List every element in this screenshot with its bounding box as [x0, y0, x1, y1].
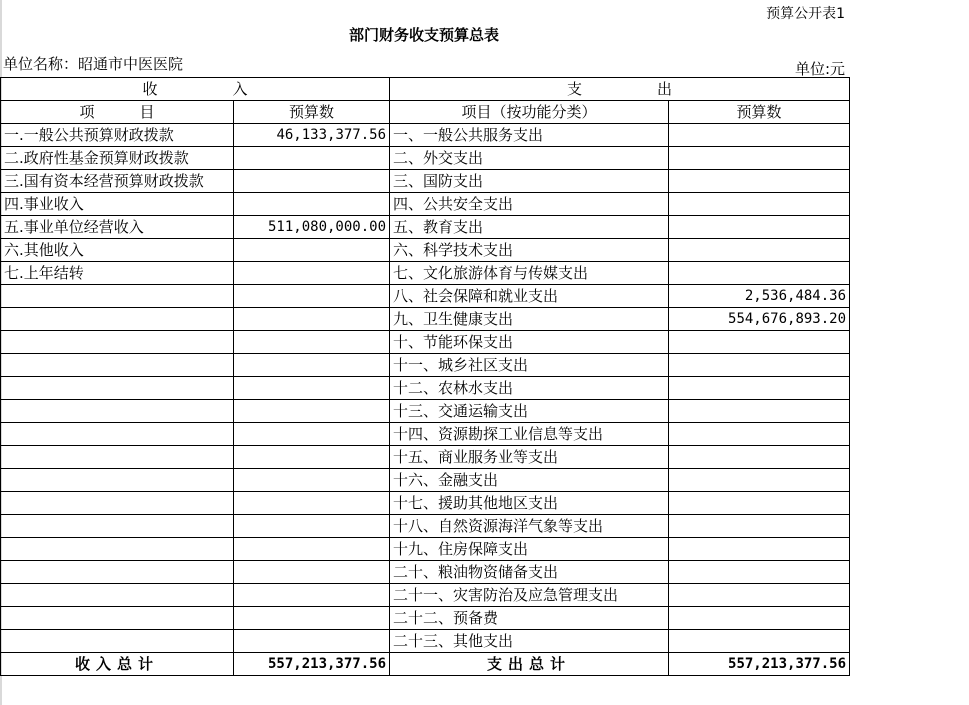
- income-item-cell[interactable]: 七.上年结转: [1, 262, 234, 285]
- income-item-cell[interactable]: [1, 400, 234, 423]
- expense-amount-cell[interactable]: [669, 630, 850, 653]
- income-amount-cell[interactable]: [234, 469, 390, 492]
- expense-amount-cell[interactable]: [669, 400, 850, 423]
- expense-total-value[interactable]: 557,213,377.56: [669, 653, 850, 676]
- expense-item-cell[interactable]: 十七、援助其他地区支出: [390, 492, 669, 515]
- expense-amount-cell[interactable]: [669, 561, 850, 584]
- income-budget-header[interactable]: 预算数: [234, 101, 390, 124]
- table-row: [1, 469, 850, 492]
- income-amount-cell[interactable]: 46,133,377.56: [234, 124, 390, 147]
- expense-item-cell[interactable]: 二十一、灾害防治及应急管理支出: [390, 584, 669, 607]
- expense-amount-cell[interactable]: [669, 354, 850, 377]
- expense-amount-cell[interactable]: [669, 515, 850, 538]
- expense-item-cell[interactable]: 十八、自然资源海洋气象等支出: [390, 515, 669, 538]
- income-item-header[interactable]: 项 目: [1, 101, 234, 124]
- income-item-cell[interactable]: 六.其他收入: [1, 239, 234, 262]
- table-row: [1, 630, 850, 653]
- income-amount-cell[interactable]: [234, 147, 390, 170]
- income-amount-cell[interactable]: [234, 584, 390, 607]
- expense-item-header[interactable]: 项目（按功能分类）: [390, 101, 669, 124]
- income-item-cell[interactable]: [1, 446, 234, 469]
- table-row: [1, 308, 850, 331]
- table-row: [1, 170, 850, 193]
- income-item-cell[interactable]: [1, 538, 234, 561]
- expense-amount-cell[interactable]: [669, 262, 850, 285]
- table-row: [1, 124, 850, 147]
- income-total-value[interactable]: 557,213,377.56: [234, 653, 390, 676]
- expense-item-cell[interactable]: 十九、住房保障支出: [390, 538, 669, 561]
- table-row: [1, 193, 850, 216]
- expense-item-cell[interactable]: 三、国防支出: [390, 170, 669, 193]
- income-item-cell[interactable]: [1, 331, 234, 354]
- expense-amount-cell[interactable]: [669, 239, 850, 262]
- expense-amount-cell[interactable]: [669, 446, 850, 469]
- income-item-cell[interactable]: 一.一般公共预算财政拨款: [1, 124, 234, 147]
- income-item-cell[interactable]: [1, 285, 234, 308]
- budget-summary-table: [0, 77, 850, 676]
- income-amount-cell[interactable]: [234, 285, 390, 308]
- expense-item-cell[interactable]: 八、社会保障和就业支出: [390, 285, 669, 308]
- table-row: [1, 147, 850, 170]
- income-amount-cell[interactable]: [234, 170, 390, 193]
- income-amount-cell[interactable]: [234, 377, 390, 400]
- income-item-cell[interactable]: [1, 584, 234, 607]
- expense-item-cell[interactable]: 一、一般公共服务支出: [390, 124, 669, 147]
- currency-unit-label: 单位:元: [794, 60, 845, 78]
- expense-amount-cell[interactable]: [669, 193, 850, 216]
- table-row: [1, 584, 850, 607]
- income-amount-cell[interactable]: [234, 400, 390, 423]
- income-amount-cell[interactable]: [234, 446, 390, 469]
- income-item-cell[interactable]: [1, 469, 234, 492]
- income-item-cell[interactable]: 五.事业单位经营收入: [1, 216, 234, 239]
- table-row: [1, 285, 850, 308]
- income-amount-cell[interactable]: [234, 193, 390, 216]
- income-total-label[interactable]: 收入总计: [1, 653, 234, 676]
- income-amount-cell[interactable]: 511,080,000.00: [234, 216, 390, 239]
- expense-amount-cell[interactable]: [669, 538, 850, 561]
- expense-item-cell[interactable]: 十、节能环保支出: [390, 331, 669, 354]
- table-row: [1, 354, 850, 377]
- table-row: [1, 423, 850, 446]
- expense-item-cell[interactable]: 十四、资源勘探工业信息等支出: [390, 423, 669, 446]
- table-row: [1, 538, 850, 561]
- expense-amount-cell[interactable]: [669, 423, 850, 446]
- table-row: [1, 331, 850, 354]
- expense-item-cell[interactable]: 二、外交支出: [390, 147, 669, 170]
- income-amount-cell[interactable]: [234, 515, 390, 538]
- income-item-cell[interactable]: [1, 377, 234, 400]
- income-item-cell[interactable]: 四.事业收入: [1, 193, 234, 216]
- income-amount-cell[interactable]: [234, 538, 390, 561]
- expense-amount-cell[interactable]: [669, 216, 850, 239]
- table-row: [1, 607, 850, 630]
- income-section-header[interactable]: 收 入: [1, 78, 390, 101]
- table-row: [1, 515, 850, 538]
- expense-item-cell[interactable]: 五、教育支出: [390, 216, 669, 239]
- income-amount-cell[interactable]: [234, 630, 390, 653]
- table-row: [1, 400, 850, 423]
- table-row: [1, 446, 850, 469]
- expense-amount-cell[interactable]: [669, 124, 850, 147]
- income-amount-cell[interactable]: [234, 262, 390, 285]
- income-item-cell[interactable]: [1, 630, 234, 653]
- table-row: [1, 239, 850, 262]
- total-row: [1, 653, 850, 676]
- expense-amount-cell[interactable]: [669, 170, 850, 193]
- column-header-row: [1, 101, 850, 124]
- expense-amount-cell[interactable]: [669, 469, 850, 492]
- income-amount-cell[interactable]: [234, 561, 390, 584]
- table-row: [1, 262, 850, 285]
- expense-item-cell[interactable]: 四、公共安全支出: [390, 193, 669, 216]
- expense-amount-cell[interactable]: [669, 492, 850, 515]
- form-id-label: 预算公开表1: [766, 6, 845, 22]
- income-item-cell[interactable]: [1, 354, 234, 377]
- expense-item-cell[interactable]: 二十、粮油物资储备支出: [390, 561, 669, 584]
- income-amount-cell[interactable]: [234, 423, 390, 446]
- expense-item-cell[interactable]: 七、文化旅游体育与传媒支出: [390, 262, 669, 285]
- section-header-row: [1, 78, 850, 101]
- table-row: [1, 492, 850, 515]
- income-item-cell[interactable]: 二.政府性基金预算财政拨款: [1, 147, 234, 170]
- expense-item-cell[interactable]: 十一、城乡社区支出: [390, 354, 669, 377]
- page-title: 部门财务收支预算总表: [348, 26, 499, 44]
- income-item-cell[interactable]: [1, 515, 234, 538]
- expense-budget-header[interactable]: 预算数: [669, 101, 850, 124]
- table-row: [1, 561, 850, 584]
- expense-item-cell[interactable]: 二十二、预备费: [390, 607, 669, 630]
- table-row: [1, 377, 850, 400]
- income-amount-cell[interactable]: [234, 239, 390, 262]
- income-item-cell[interactable]: [1, 561, 234, 584]
- income-item-cell[interactable]: [1, 607, 234, 630]
- income-amount-cell[interactable]: [234, 354, 390, 377]
- income-item-cell[interactable]: [1, 492, 234, 515]
- expense-amount-cell[interactable]: [669, 331, 850, 354]
- income-amount-cell[interactable]: [234, 607, 390, 630]
- income-item-cell[interactable]: [1, 308, 234, 331]
- income-amount-cell[interactable]: [234, 308, 390, 331]
- expense-amount-cell[interactable]: [669, 607, 850, 630]
- income-amount-cell[interactable]: [234, 492, 390, 515]
- expense-item-cell[interactable]: 十五、商业服务业等支出: [390, 446, 669, 469]
- expense-amount-cell[interactable]: [669, 147, 850, 170]
- expense-item-cell[interactable]: 十六、金融支出: [390, 469, 669, 492]
- expense-amount-cell[interactable]: 2,536,484.36: [669, 285, 850, 308]
- expense-amount-cell[interactable]: [669, 584, 850, 607]
- income-item-cell[interactable]: [1, 423, 234, 446]
- expense-item-cell[interactable]: 二十三、其他支出: [390, 630, 669, 653]
- expense-item-cell[interactable]: 九、卫生健康支出: [390, 308, 669, 331]
- expense-total-label[interactable]: 支出总计: [390, 653, 669, 676]
- income-item-cell[interactable]: 三.国有资本经营预算财政拨款: [1, 170, 234, 193]
- expense-item-cell[interactable]: 十二、农林水支出: [390, 377, 669, 400]
- expense-item-cell[interactable]: 六、科学技术支出: [390, 239, 669, 262]
- expense-amount-cell[interactable]: [669, 377, 850, 400]
- table-row: [1, 216, 850, 239]
- expense-section-header[interactable]: 支 出: [390, 78, 850, 101]
- unit-name-label: 单位名称：昭通市中医医院: [3, 55, 184, 73]
- income-amount-cell[interactable]: [234, 331, 390, 354]
- expense-item-cell[interactable]: 十三、交通运输支出: [390, 400, 669, 423]
- expense-amount-cell[interactable]: 554,676,893.20: [669, 308, 850, 331]
